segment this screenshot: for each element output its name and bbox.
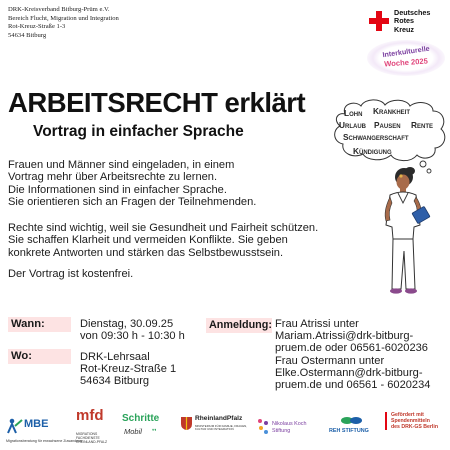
page-subtitle: Vortrag in einfacher Sprache [33,123,244,140]
registration-phone-2[interactable]: pruem.de und 06561 - 6020234 [275,379,431,392]
badge-line-1: Interkulturelle [381,43,431,60]
reh-logo-name: REH STIFTUNG [329,428,369,434]
interkulturelle-woche-badge [367,40,445,76]
woman-with-clipboard-illustration [370,165,450,305]
drk-logo-text [394,9,430,34]
intro-line-1: Frauen und Männer sind eingeladen, in einem [8,159,235,171]
org-line-1: DRK-Kreisverband Bitburg-Prüm e.V. [8,6,110,13]
rights-line-3: konkrete Antworten und stärken das Selbstbewusstsein. [8,246,284,259]
nikolaus-koch-sub: Stiftung [272,428,291,434]
drk-logo-line-2: Rotes [394,16,414,26]
registration-label-text: Anmeldung: [209,319,272,331]
org-line-4: 54634 Bitburg [8,31,47,39]
sponsor-logo-bar [0,405,450,450]
intro-line-3: Die Informationen sind in einfacher Sprache. [8,183,227,196]
schritte-logo-sub: Mobil [124,427,142,436]
red-cross-icon [369,11,389,31]
rlp-logo-name: RheinlandPfalz [195,415,243,422]
mbe-figure-icon [6,418,24,434]
organization-address [8,6,119,40]
funding-line-2: Spendenmitteln [391,418,430,424]
mbe-logo-name: MBE [24,418,49,430]
cloud-word-kuendigung: Kündigung [353,146,392,156]
when-label: Wann: [8,317,71,332]
free-note-text: Der Vortrag ist kostenfrei. [8,268,134,280]
nikolaus-koch-stiftung-logo [256,415,314,441]
when-details [80,318,185,342]
registration-line-4: Frau Ostermann unter [275,354,385,367]
where-room: DRK-Lehrsaal [80,351,150,363]
cloud-word-lohn: Lohn [344,108,363,118]
registration-phone-1[interactable]: pruem.de oder 06561-6020236 [275,342,428,355]
page-title: ARBEITSRECHT erklärt [8,87,306,118]
org-line-2: Bereich Flucht, Migration und Integration [8,14,119,22]
free-note [8,268,133,280]
nikolaus-koch-dots-icon [256,417,270,437]
rights-paragraph [8,222,318,259]
cloud-word-urlaub: Urlaub [339,120,366,130]
rights-line-1: Rechte sind wichtig, weil sie Gesundheit und Fairheit schützen. [8,222,319,234]
registration-email-1[interactable]: Mariam.Atrissi@drk-bitburg- [275,330,414,343]
thought-cloud [331,98,449,174]
intro-line-4: Sie orientieren sich an Fragen der Teilnehmenden. [8,195,257,208]
registration-line-1: Frau Atrissi unter [275,318,359,330]
registration-details [275,318,430,391]
rights-line-2: Sie schaffen Klarheit und vermeiden Konflikte. Sie geben [8,234,288,247]
rlp-logo-sub: MINISTERIUM FÜR FAMILIE, FRAUEN, KULTUR UND INTEGRATION [195,424,248,432]
drk-logo-line-1: Deutsches [394,8,431,17]
cloud-word-schwangerschaft: Schwangerschaft [343,132,409,142]
where-city: 54634 Bitburg [80,375,150,388]
drk-logo [369,9,445,39]
registration-label [206,318,272,333]
where-label: Wo: [8,349,71,364]
org-line-3: Rot-Kreuz-Straße 1-3 [8,23,66,31]
drk-logo-line-3: Kreuz [394,24,414,34]
when-date: Dienstag, 30.09.25 [80,318,174,330]
footsteps-icon: ❜❜ [152,429,157,436]
cloud-word-pausen: Pausen [374,120,401,130]
intro-paragraph [8,159,256,208]
funding-line-1: Gefördert mit [391,412,424,418]
intro-line-2: Vortrag mehr über Arbeitsrechte zu lernen. [8,171,218,184]
nikolaus-koch-name: Nikolaus Koch [272,421,307,427]
rlp-coat-of-arms-icon [181,417,192,430]
funding-note [385,412,447,430]
reh-leaf-icon [340,416,364,425]
cloud-word-rente: Rente [411,120,433,130]
badge-line-2: Woche 2025 [383,56,429,69]
registration-email-2[interactable]: Elke.Ostermann@drk-bitburg- [275,366,423,379]
where-street: Rot-Kreuz-Straße 1 [80,363,177,376]
mfd-logo-sub: MIGRATIONS FACHDIENSTE RHEINLAND-PFALZ [76,432,108,444]
where-details [80,351,176,388]
cloud-word-krankheit: Krankheit [373,106,410,116]
mbe-logo-sub: Migrationsberatung für erwachsene Zuwanderer [6,439,83,443]
mfd-logo-name: mfd [76,407,104,424]
funding-line-3: des DRK-GS Berlin [391,424,438,430]
schritte-logo-name: Schritte [122,413,160,424]
when-time: von 09:30 h - 10:30 h [80,330,185,343]
